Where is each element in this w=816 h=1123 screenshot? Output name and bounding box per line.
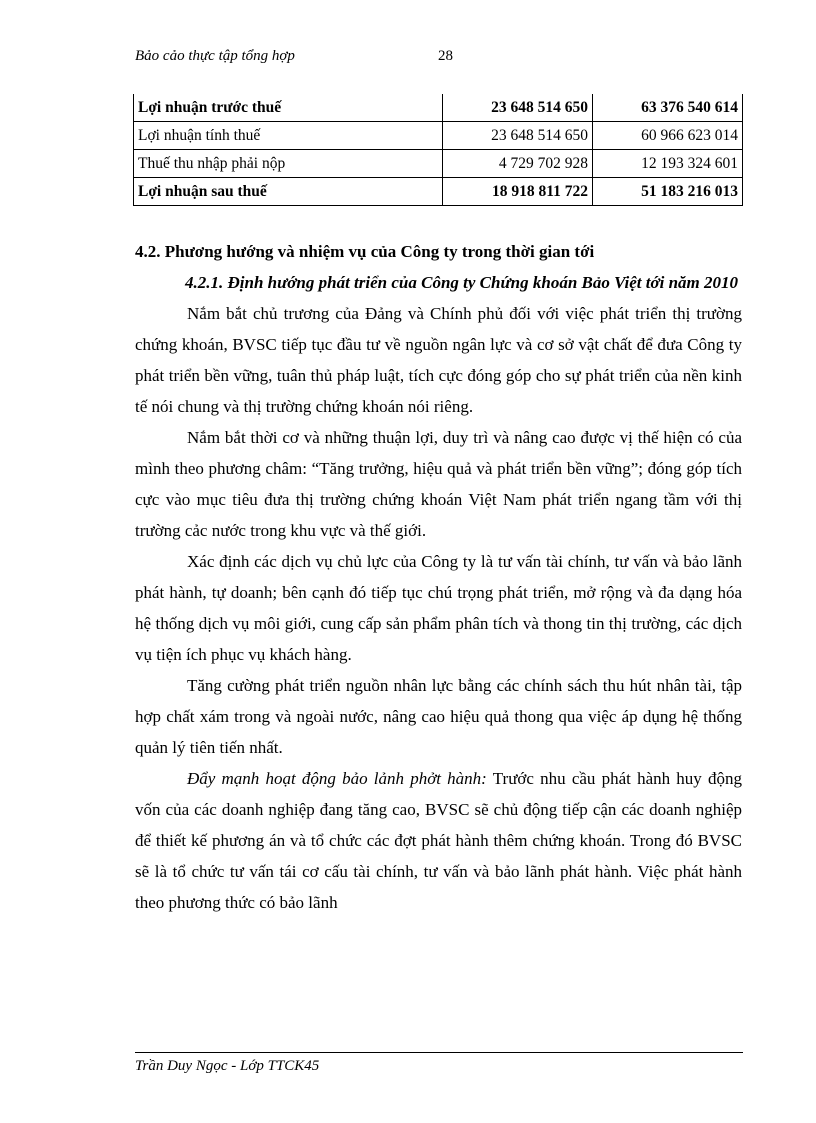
paragraph-text: Trước nhu cầu phát hành huy động vốn của các doanh nghiệp đang tăng cao, BVSC sẽ chủ động tiếp cận các doanh nghiệp để thiết kế phương án và tổ chức các đợt phát hành thêm chứng khoán. Trong đó BVSC sẽ là tổ chức tư vấn tái cơ cấu tài chính, tư vấn và bảo lãnh phát hành. Việc phát hành theo phương thức có bảo lãnh: [135, 769, 742, 912]
paragraph: Nắm bắt chủ trương của Đảng và Chính phủ đối với việc phát triển thị trường chứng khoán, BVSC tiếp tục đầu tư về nguồn ngân lực và cơ sở vật chất để đưa Công ty phát triển bền vững, tuân thủ pháp luật, tích cực đóng góp cho sự phát triển của nền kinh tế nói chung và thị trường chứng khoán nói riêng.: [135, 304, 742, 416]
body-text: [135, 236, 742, 918]
table-row: [134, 94, 743, 122]
row-label: Lợi nhuận tính thuế: [134, 122, 443, 150]
value-cell: 23 648 514 650: [443, 122, 593, 150]
paragraph: Nắm bắt thời cơ và những thuận lợi, duy trì và nâng cao được vị thế hiện có của mình theo phương châm: “Tăng trưởng, hiệu quả và phát triển bền vững”; đóng góp tích cực vào mục tiêu đưa thị trường chứng khoán Việt Nam phát triển ngang tầm với thị trường cảc nước trong khu vực và thế giới.: [135, 428, 742, 540]
table-row: [134, 178, 743, 206]
row-label: Lợi nhuận trước thuế: [134, 94, 443, 122]
footer-divider: [135, 1052, 743, 1053]
paragraph-lead: Đẩy mạnh hoạt động bảo lảnh phởt hành:: [187, 769, 487, 788]
value-cell: 4 729 702 928: [443, 150, 593, 178]
section-heading: 4.2. Phương hướng và nhiệm vụ của Công ty trong thời gian tới: [135, 242, 595, 261]
value-cell: 63 376 540 614: [593, 94, 743, 122]
paragraph: Xác định các dịch vụ chủ lực của Công ty là tư vấn tài chính, tư vấn và bảo lãnh phát hành, tự doanh; bên cạnh đó tiếp tục chú trọng phát triển, mở rộng và đa dạng hóa hệ thống dịch vụ môi giới, cung cấp sản phẩm phân tích và thong tin thị trường, các dịch vụ tiện ích phục vụ khách hàng.: [135, 552, 742, 664]
report-title: Bảo cảo thực tập tổng hợp: [135, 48, 295, 64]
value-cell: 23 648 514 650: [443, 94, 593, 122]
row-label: Lợi nhuận sau thuế: [134, 178, 443, 206]
value-cell: 51 183 216 013: [593, 178, 743, 206]
value-cell: 18 918 811 722: [443, 178, 593, 206]
paragraph: Tăng cường phát triển nguồn nhân lực bằng các chính sách thu hút nhân tài, tập hợp chất xám trong và ngoài nước, nâng cao hiệu quả thong qua việc áp dụng hệ thống quản lý tiên tiến nhất.: [135, 676, 742, 757]
table-row: [134, 122, 743, 150]
subsection-heading: 4.2.1. Định hướng phát triển của Công ty Chứng khoán Bảo Việt tới năm 2010: [185, 273, 738, 292]
paragraph: [135, 763, 742, 918]
table-row: [134, 150, 743, 178]
page-header: [135, 48, 747, 72]
row-label: Thuế thu nhập phải nộp: [134, 150, 443, 178]
page-number: 28: [438, 48, 453, 64]
profit-table: [133, 94, 743, 206]
footer-author: Trần Duy Ngọc - Lớp TTCK45: [135, 1058, 320, 1074]
value-cell: 12 193 324 601: [593, 150, 743, 178]
value-cell: 60 966 623 014: [593, 122, 743, 150]
